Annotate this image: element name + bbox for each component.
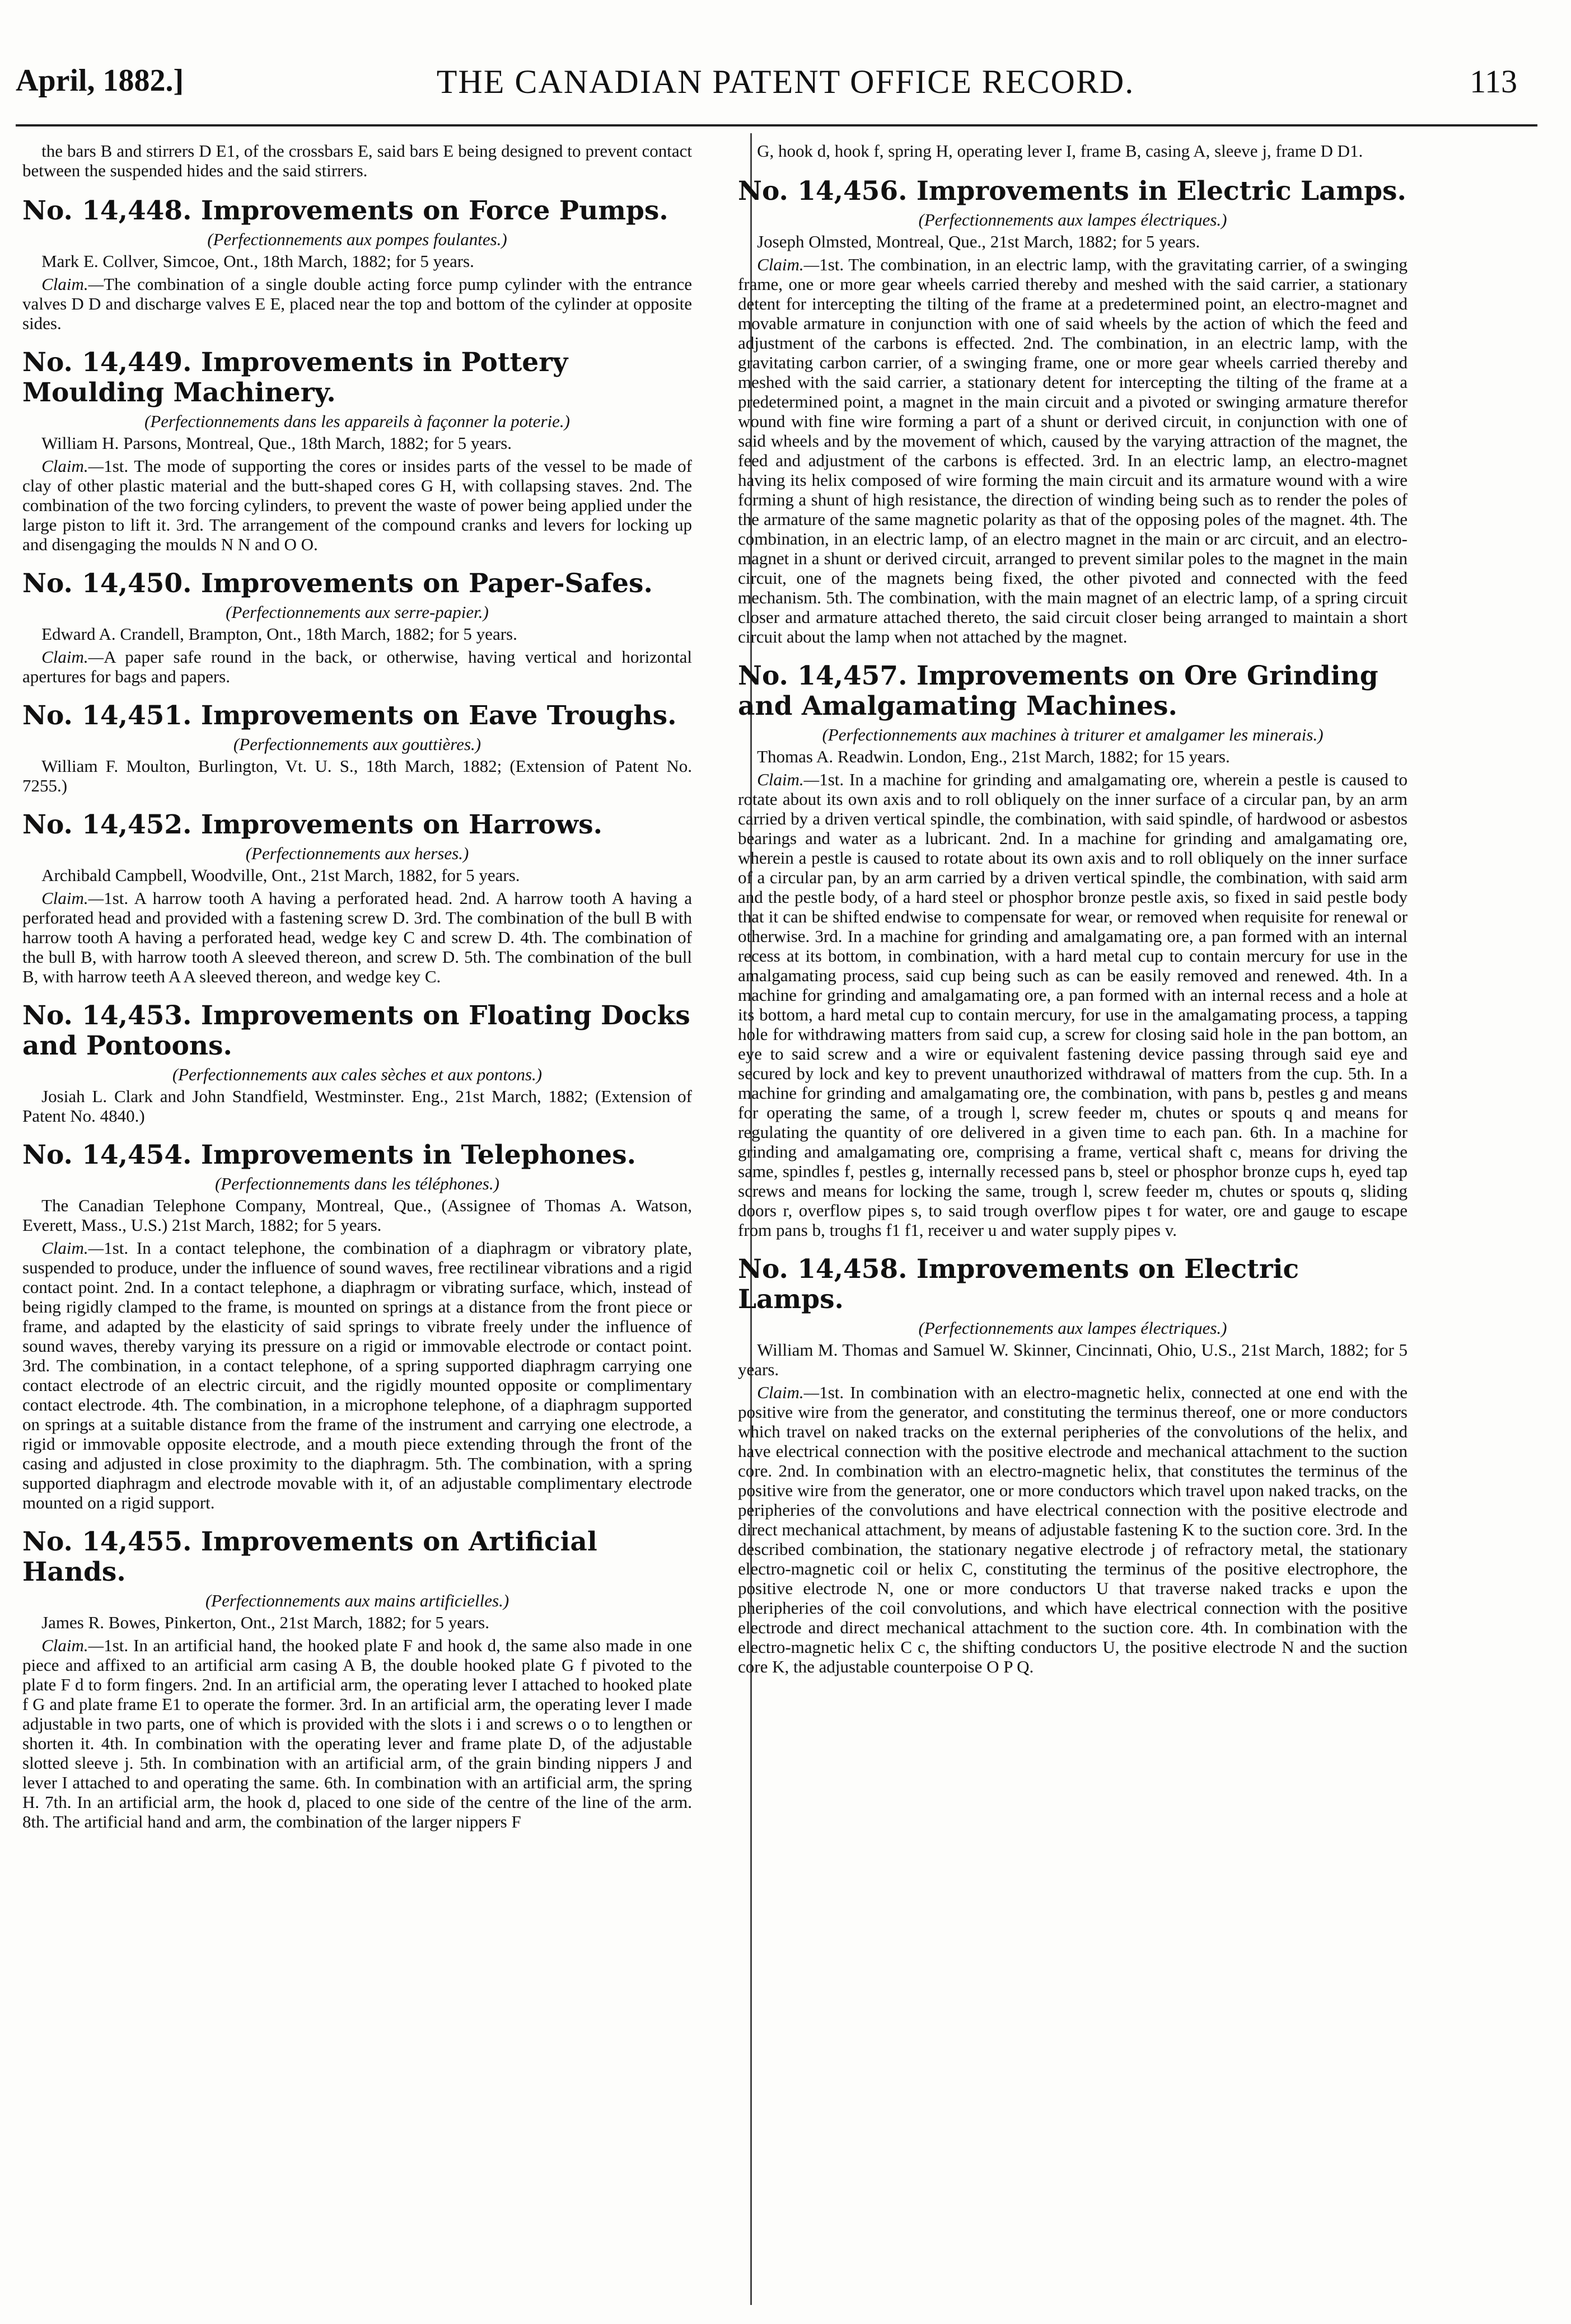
claim-text (738, 255, 1408, 646)
header-rule (16, 124, 1537, 126)
inventor-line: Josiah L. Clark and John Standfield, Westminster. Eng., 21st March, 1882; (Extension of Patent No. 4840.) (22, 1086, 692, 1126)
continued-claim-text: the bars B and stirrers D E1, of the crossbars E, said bars E being designed to prevent contact between the suspended hides and the said stirrers. (22, 141, 692, 180)
claim-body: 1st. In combination with an electro-magnetic helix, connected at one end with the positive wire from the generator, and constituting the terminus thereof, one or more conductors which travel on naked tracks on the external peripheries of the convolutions of the helix, and have electrical connection with the positive electrode and mechanical attachment to the suction core. 2nd. In combination with an electro-magnetic helix, that constitutes the terminus of the positive wire from the generator, one or more conductors which travel upon naked tracks, on the peripheries of the convolutions and have electrical connection with the positive electrode and direct mechanical attachment, by means of adjustable fastening K to the suction core. 3rd. In the described combination, the stationary negative electrode j of refractory metal, the stationary electro-magnetic coil or helix C, constituting the terminus of the positive electrophore, the positive electrode N, one or more conductors U that traverse naked tracks e upon the pheripheries of the coil convolutions, and which have electrical connection with the positive electrode and direct mechanical attachment to the suction core. 4th. In combination with the electro-magnetic helix C c, the shifting conductors U, the positive electrode N and the suction core K, the adjustable counterpoise O P Q. (738, 1383, 1408, 1676)
patent-number: No. 14,448. (22, 195, 192, 226)
inventor-line: Mark E. Collver, Simcoe, Ont., 18th March, 1882; for 5 years. (41, 251, 474, 271)
claim-label: Claim.— (757, 770, 820, 789)
french-title: (Perfectionnements aux mains artificielles.) (205, 1591, 509, 1610)
claim-label: Claim.— (41, 1238, 104, 1258)
issue-date: April, 1882.] (16, 63, 184, 98)
inventor-line: The Canadian Telephone Company, Montreal, Que., (Assignee of Thomas A. Watson, Everett, Mass., U.S.) 21st March, 1882; for 5 years. (22, 1196, 692, 1235)
patent-entry (22, 1527, 692, 1831)
page-number: 113 (1470, 63, 1517, 100)
french-title: (Perfectionnements aux herses.) (245, 844, 469, 863)
patent-number: No. 14,452. (22, 809, 192, 840)
french-title: (Perfectionnements aux lampes électriques.) (918, 1318, 1227, 1338)
claim-text (22, 1238, 692, 1512)
patent-title-text: Improvements in Telephones. (200, 1140, 636, 1170)
patent-title (22, 1527, 692, 1587)
patent-title (22, 701, 692, 731)
claim-text (22, 274, 692, 333)
inventor-line: William M. Thomas and Samuel W. Skinner, Cincinnati, Ohio, U.S., 21st March, 1882; for 5 years. (738, 1340, 1408, 1379)
claim-label: Claim.— (41, 888, 104, 908)
patent-title-text: Improvements on Ore Grinding and Amalgamating Machines. (738, 660, 1378, 721)
claim-label: Claim.— (757, 255, 820, 274)
patent-title (22, 348, 692, 408)
patent-entry (738, 1254, 1408, 1676)
patent-number: No. 14,451. (22, 700, 192, 731)
patent-number: No. 14,454. (22, 1140, 192, 1170)
claim-label: Claim.— (41, 647, 104, 667)
patent-title-text: Improvements on Harrows. (200, 809, 602, 840)
claim-text (22, 1636, 692, 1831)
french-title: (Perfectionnements aux lampes électriques.) (918, 210, 1227, 229)
claim-text (22, 888, 692, 986)
patent-entry (22, 196, 692, 333)
patent-entry (738, 176, 1408, 646)
patent-title (22, 196, 692, 226)
patent-title-text: Improvements on Artificial Hands. (22, 1526, 597, 1587)
inventor-line: Edward A. Crandell, Brampton, Ont., 18th March, 1882; for 5 years. (41, 624, 517, 644)
patent-entry (22, 701, 692, 795)
french-title: (Perfectionnements dans les appareils à façonner la poterie.) (144, 411, 570, 431)
inventor-line: William H. Parsons, Montreal, Que., 18th March, 1882; for 5 years. (41, 433, 512, 453)
claim-body: 1st. A harrow tooth A having a perforated head. 2nd. A harrow tooth A having a perforated head and provided with a fastening screw D. 3rd. The combination of the bull B with harrow tooth A having a perforated head, wedge key C and screw D. 4th. The combination of the bull B, with harrow tooth A sleeved thereon, and screw D. 5th. The combination of the bull B, with harrow teeth A A sleeved thereon, and wedge key C. (22, 888, 692, 986)
patent-entry (738, 661, 1408, 1240)
patent-entry (22, 1140, 692, 1512)
claim-body: 1st. In a machine for grinding and amalgamating ore, wherein a pestle is caused to rotate about its own axis and to roll obliquely on the inner surface of a circular pan, by an arm carried by a driven vertical spindle, the combination, with said spindle, of hardwood or asbestos bearings and water as a lubricant. 2nd. In a machine for grinding and amalgamating ore, wherein a pestle is caused to rotate about its own axis and to roll obliquely on the inner surface of a circular pan, by an arm carried by a driven vertical spindle, the combination, with said arm and the pestle body, of a hard steel or phosphor bronze pestle axis, so fixed in said pestle body that it can be shifted endwise to compensate for wear, or removed when requisite for renewal or otherwise. 3rd. In a machine for grinding and amalgamating ore, a pan formed with an internal recess at its bottom, in combination, with a hard metal cup to contain mercury for use in the amalgamating process, said cup being such as can be easily removed and renewed. 4th. In a machine for grinding and amalgamating ore, a pan formed with an internal recess and a hole at its bottom, a hard metal cup to contain mercury, for use in the amalgamating process, a tapping hole for withdrawing matters from said cup, a screw for closing said hole in the pan bottom, an eye to said screw and a wire or equivalent fastening device passing through said eye and secured by lock and key to prevent unauthorized withdrawal of matters from the cup. 5th. In a machine for grinding and amalgamating ore, the combination, with pans b, pestles g and means for operating the same, of a trough l, screw feeder m, chutes or spouts q and means for regulating the quantity of ore delivered in a given time to each pan. 6th. In a machine for grinding and amalgamating ore, comprising a frame, vertical shaft c, means for driving the same, spindles f, pestles g, internally recessed pans b, steel or phosphor bronze cups h, eyed tap screws and means for locking the same, trough l, screw feeder m, chutes or spouts q, sliding doors r, overflow pipes s, to said trough overflow pipes t for water, ore and gauge to escape from pans b, troughs f1 f1, receiver u and water supply pipes v. (738, 770, 1408, 1240)
claim-label: Claim.— (41, 1636, 104, 1655)
claim-text (738, 1383, 1408, 1676)
inventor-line: Joseph Olmsted, Montreal, Que., 21st March, 1882; for 5 years. (757, 232, 1200, 251)
inventor-line: James R. Bowes, Pinkerton, Ont., 21st March, 1882; for 5 years. (41, 1613, 489, 1632)
patent-number: No. 14,456. (738, 176, 908, 207)
claim-body: A paper safe round in the back, or otherwise, having vertical and horizontal apertures for bags and papers. (22, 647, 692, 686)
claim-body: 1st. In an artificial hand, the hooked plate F and hook d, the same also made in one piece and affixed to an artificial arm casing A B, the double hooked plate G f pivoted to the plate F d to form fingers. 2nd. In an artificial arm, the operating lever I attached to hooked plate f G and plate frame E1 to operate the former. 3rd. In an artificial arm, the operating lever I made adjustable in two parts, one of which is provided with the slots i i and screws o o to lengthen or shorten it. 4th. In combination with the operating lever and frame plate D, of the adjustable slotted sleeve j. 5th. In combination with an artificial arm, of the grain binding nippers J and lever I attached to and operating the same. 6th. In combination with an artificial arm, the spring H. 7th. In an artificial arm, the hook d, placed to one side of the centre of the line of the arm. 8th. The artificial hand and arm, the combination of the larger nippers F (22, 1636, 692, 1831)
patent-title (22, 1140, 692, 1170)
claim-body: 1st. The mode of supporting the cores or insides parts of the vessel to be made of clay of other plastic material and the butt-shaped cores G H, with collapsing staves. 2nd. The combination of the two forcing cylinders, to prevent the waste of power being applied under the large piston to lift it. 3rd. The arrangement of the compound cranks and levers for locking up and disengaging the moulds N N and O O. (22, 456, 692, 554)
patent-number: No. 14,458. (738, 1254, 908, 1285)
claim-body: The combination of a single double acting force pump cylinder with the entrance valves D D and discharge valves E E, placed near the top and bottom of the cylinder at opposite sides. (22, 274, 692, 333)
patent-number: No. 14,453. (22, 1000, 192, 1031)
journal-title: THE CANADIAN PATENT OFFICE RECORD. (436, 63, 1135, 100)
right-column (738, 141, 1408, 2296)
french-title: (Perfectionnements aux pompes foulantes.) (207, 229, 507, 249)
patent-entry (22, 810, 692, 986)
left-column (22, 141, 692, 2296)
patent-number: No. 14,449. (22, 347, 192, 378)
french-title: (Perfectionnements aux cales sèches et aux pontons.) (172, 1065, 543, 1084)
claim-text (22, 456, 692, 554)
patent-entry (22, 348, 692, 554)
claim-text (738, 770, 1408, 1240)
patent-title-text: Improvements in Pottery Moulding Machinery. (22, 347, 568, 408)
patent-title-text: Improvements on Floating Docks and Pontoons. (22, 1000, 690, 1061)
patent-title-text: Improvements on Electric Lamps. (738, 1254, 1299, 1315)
french-title: (Perfectionnements aux machines à triturer et amalgamer les minerais.) (822, 725, 1324, 744)
claim-body: 1st. The combination, in an electric lamp, with the gravitating carrier, of a swinging frame, one or more gear wheels carried thereby and meshed with the said carrier, a stationary detent for intercepting the tilting of the frame at a predetermined point, an electro-magnet and movable armature in conjunction with one of said wheels by the action of which the feed and adjustment of the carbons is effected. 2nd. The combination, in an electric lamp, with the gravitating carbon carrier, of a swinging frame, one or more gear wheels carried thereby and meshed with the said carrier, a stationary detent for intercepting the tilting of the frame at a predetermined point, a magnet in the main circuit and a pivoted or swinging armature therefor wound with fine wire forming a part of a shunt or derived circuit, in conjunction with one of said wheels and by the movement of which, caused by the varying attraction of the magnet, the feed and adjustment of the carbons is effected. 3rd. In an electric lamp, an electro-magnet having its helix composed of wire forming the main circuit and its armature wound with a wire forming a shunt of high resistance, the direction of winding being such as to render the poles of the armature of the same magnetic polarity as that of the opposing poles of the magnet. 4th. The combination, in an electric lamp, of an electro magnet in the main or arc circuit, and an electro-magnet in a shunt or derived circuit, arranged to prevent similar poles to the magnet in the main circuit, one of the magnets being fixed, the other pivoted and connected with the feed mechanism. 5th. The combination, with the main magnet of an electric lamp, of a spring circuit closer and armature attached thereto, the said circuit closer being arranged to maintain a short circuit about the lamp when not attached by the magnet. (738, 255, 1408, 646)
french-title: (Perfectionnements aux serre-papier.) (226, 602, 489, 622)
patent-title-text: Improvements in Electric Lamps. (916, 176, 1406, 207)
patent-title (22, 569, 692, 599)
patent-title-text: Improvements on Force Pumps. (200, 195, 668, 226)
patent-number: No. 14,450. (22, 568, 192, 599)
patent-title (22, 810, 692, 840)
claim-label: Claim.— (757, 1383, 820, 1402)
inventor-line: William F. Moulton, Burlington, Vt. U. S., 18th March, 1882; (Extension of Patent No. 7255.) (22, 756, 692, 795)
patent-entry (22, 1001, 692, 1126)
inventor-line: Thomas A. Readwin. London, Eng., 21st March, 1882; for 15 years. (757, 747, 1230, 766)
inventor-line: Archibald Campbell, Woodville, Ont., 21st March, 1882, for 5 years. (41, 865, 520, 885)
patent-entry (22, 569, 692, 686)
patent-number: No. 14,457. (738, 660, 908, 691)
french-title: (Perfectionnements dans les téléphones.) (215, 1174, 499, 1193)
claim-text (22, 647, 692, 686)
patent-title (738, 1254, 1408, 1315)
claim-label: Claim.— (41, 456, 104, 476)
claim-body: 1st. In a contact telephone, the combination of a diaphragm or vibratory plate, suspended to produce, under the influence of sound waves, free rectilinear vibrations and a rigid contact point. 2nd. In a contact telephone, a diaphragm or vibrating surface, which, instead of being rigidly clamped to the frame, is mounted on springs at a distance from the front piece or frame, and adapted by the elasticity of said springs to vibrate freely under the influence of sound waves, thereby varying its pressure on a rigid or immovable electrode or contact point. 3rd. The combination, in a contact telephone, of a spring supported diaphragm carrying one contact electrode of an electric circuit, and the rigidly mounted opposite or complimentary contact electrode. 4th. The combination, in a microphone telephone, of a diaphragm supported on springs at a suitable distance from the frame of the instrument and carrying one electrode, a rigid or immovable opposite electrode, and a mouth piece extending through the front of the casing and adjusted in close proximity to the diaphragm. 5th. The combination, with a spring supported diaphragm and electrode movable with it, of an adjustable complimentary electrode mounted on a rigid support. (22, 1238, 692, 1512)
claim-label: Claim.— (41, 274, 104, 294)
continued-claim-text: G, hook d, hook f, spring H, operating lever I, frame B, casing A, sleeve j, frame D D1. (757, 141, 1363, 161)
patent-title (22, 1001, 692, 1061)
patent-title-text: Improvements on Eave Troughs. (200, 700, 677, 731)
patent-title-text: Improvements on Paper-Safes. (200, 568, 653, 599)
patent-number: No. 14,455. (22, 1526, 192, 1557)
french-title: (Perfectionnements aux gouttières.) (233, 734, 481, 754)
patent-title (738, 176, 1408, 207)
patent-title (738, 661, 1408, 721)
